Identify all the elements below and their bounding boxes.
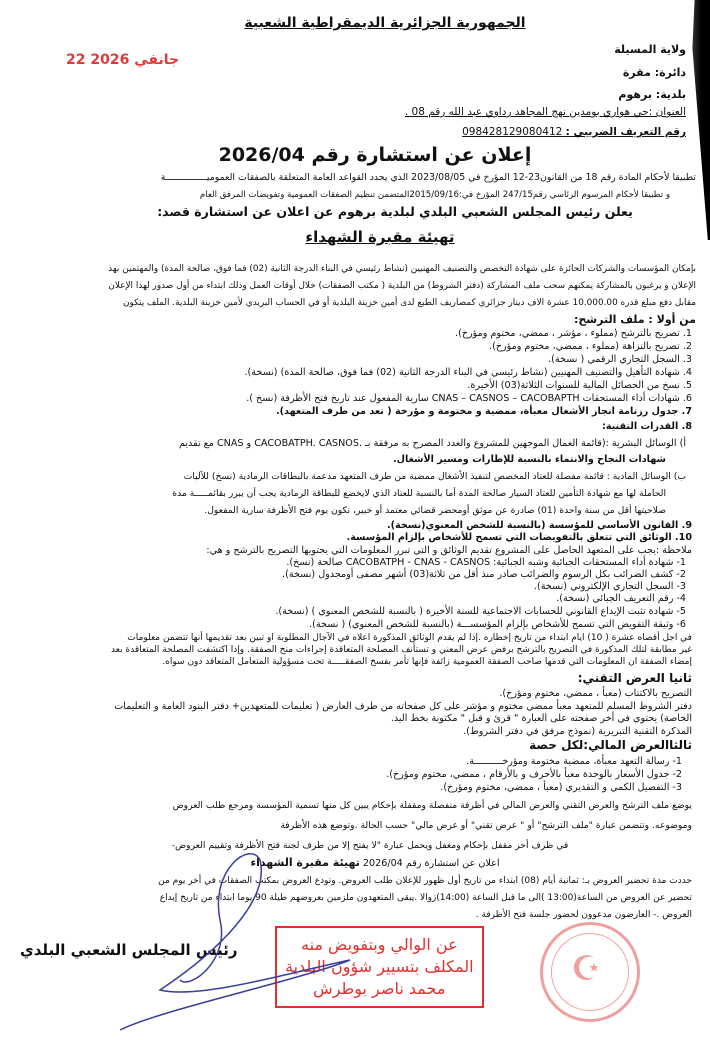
list-item: 10. الوثائق التي تتعلق بالتفويضات التي تسمح للأشخاص بإلزام المؤسسة. xyxy=(346,532,692,543)
stamp-line: المكلف بتسيير شؤون البلدية xyxy=(285,957,474,976)
financial-item: 2- جدول الأسعار بالوحدة معبأ بالأحرف و بالأرقام ، ممضي، مختوم ومؤرخ). xyxy=(386,769,682,780)
outer-label-prefix: اعلان عن استشارة رقم 2026/04 xyxy=(362,858,500,869)
preamble-line: و تطبيقا لأحكام المرسوم الرئاسي رقم247/15 المؤرخ في:2015/09/16المتضمن تنظيم الصفقات العمومية وتفويضات المرفق العام xyxy=(199,190,670,200)
signatory-title: رئيس المجلس الشعبي البلدي xyxy=(20,941,238,959)
list-item: 1. تصريح بالترشح (مملوء ، مؤشر ، ممضي، مختوم ومؤرخ). xyxy=(455,328,692,339)
human-resources-cont: شهادات النجاح والانتماء بالنسبة للإطارات ومسير الأشغال. xyxy=(393,454,666,465)
stamp-line: محمد ناصر بوطرش xyxy=(313,979,446,998)
deadline-line: تحضير عن العروض من الساعة(13:00 )الى ما قبل الساعة (14:00)زوالا .يبقى المتعهدون ملزمين بعروضهم طيلة 90 يوما ابتداء من تاريخ إيداع xyxy=(159,893,692,903)
outer-label-project: تهيئة مقبرة الشهداء xyxy=(250,856,360,869)
list-item: 9. القانون الأساسي للمؤسسة (بالنسبة للشخص المعنوي(نسخة). xyxy=(386,520,692,531)
note-item: 5- شهادة تثبت الإيداع القانوني للحسابات الاجتماعية للسنة الأخيرة ( بالنسبة للشخص المعنوي ) (نسخة). xyxy=(275,606,686,617)
list-item: 8. القدرات التقنية: xyxy=(601,421,692,432)
outer-label xyxy=(0,857,710,870)
date-stamp: 22 جانفي 2026 xyxy=(66,52,180,68)
crescent-star-icon: ☪ xyxy=(571,949,602,989)
intro-line: بإمكان المؤسسات والشركات الحائزة على شهادة التخصص والتصنيف المهنيين (نشاط رئيسي في البناء الدرجة الثانية (02) فما فوق، صالحة المدة) والمهتمين بهذ xyxy=(108,264,696,274)
section-2-title: ثانيا العرض التقني: xyxy=(577,671,692,685)
envelope-line: في ظرف أخر مقفل بإحكام ومغفل ويحمل عبارة "لا يفتح إلا من طرف لجنة فتح الأظرفة وتقييم العروض- xyxy=(171,840,569,851)
note-item: 2- كشف الضرائب بكل الرسوم والضرائب صادر منذ أقل من ثلاثة(03) أشهر مصفى أومجدول (نسخة). xyxy=(282,569,686,580)
announcement: يعلن رئيس المجلس الشعبي البلدي لبلدية برهوم عن اعلان عن استشارة قصد: xyxy=(157,204,633,219)
note-item: 4- رقم التعريف الجبائي (نسخة). xyxy=(556,593,686,604)
baladiya: بلدية: برهوم xyxy=(618,88,686,101)
tech-line: التصريح بالاكتتاب (معبأ ، ممضي، مختوم ومؤرخ). xyxy=(499,688,692,699)
stamp-line: عن الوالي وبتفويض منه xyxy=(300,935,458,954)
daira: دائرة: مقرة xyxy=(622,66,686,79)
tech-line: الخاصة) يحتوي في أخر صفحته على العبارة " قرئ و قبل " مكتوبة بخط اليد. xyxy=(390,713,692,724)
material-resources: ب) الوسائل المادية : قائمة مفصلة للعتاد المخصص لتنفيذ الأشغال ممضية من طرف المتعهد مدعمة بالبطاقات الرمادية (نسخ) للآليات xyxy=(183,471,686,482)
tech-line: المذكرة التقنية التبريرية (نموذج مرفق في دفتر الشروط). xyxy=(463,726,692,737)
tax-id-label: رقم التعريف الضريبي : xyxy=(565,126,686,138)
list-item: 5. نسخ من الحصائل المالية للسنوات الثلاثة(03) الأخيرة. xyxy=(467,380,692,391)
official-seal xyxy=(540,922,640,1022)
human-resources: أ) الوسائل البشرية :(قائمة العمال الموجهين للمشروع والعدد المصرح به مرفقة بـ .CACOBATPH. CASNOS و CNAS مع تقديم xyxy=(179,438,686,449)
list-item: 7. جدول رزنامة انجاز الأشغال معبأة، ممضية و مختومة و مؤرخة ( تعد من طرف المتعهد). xyxy=(276,406,692,417)
address: العنوان :حي هواري بومدين نهج المجاهد رداوي عبد الله رقم 08 . xyxy=(404,106,686,118)
material-resources-cont: الحاملة لها مع شهادة التأمين للعتاد السيار صالحة المدة أما بالنسبة للعتاد الذي لايخضع للبطاقة الرمادية يجب أن يبرر بقائمـــــة مدة xyxy=(172,488,666,499)
deadline-line: حددت مدة تحضير العروض بـ: ثمانية أيام (08) ابتداء من تاريخ أول ظهور للإعلان طلب العروض. وتودع العروض بمكتب الصفقات في أخر يوم من xyxy=(158,876,692,886)
list-item: 3. السجل التجاري الرقمي ( نسخة). xyxy=(548,354,692,365)
deadline-line: العروض .- العارضون مدعوون لحضور جلسة فتح الأظرفة . xyxy=(475,910,692,920)
note-item: 3- السجل التجاري الإلكتروني (نسخة). xyxy=(533,581,686,592)
page-title: إعلان عن استشارة رقم 2026/04 xyxy=(218,144,532,166)
list-item: 2. تصريح بالنزاهة (مملوء ، ممضي، مختوم ومؤرخ). xyxy=(489,341,692,352)
tax-id xyxy=(462,126,686,138)
section-3-title: ثالثاالعرض المالي:لكل حصة xyxy=(529,738,692,752)
note-intro: ملاحظة :يجب على المتعهد الحاصل على المشروع تقديم الوثائق و التي تبرر المعلومات التي يحتويها التصريح بالترشح و هي: xyxy=(206,545,692,556)
financial-item: 3- التفصيل الكمي و التقديري (معبأ ، ممضي، مختوم ومؤرخ). xyxy=(440,782,682,793)
intro-line: الإعلان و يرغبون بالمشاركة يمكنهم سحب ملف المشاركة (دفتر الشروط) من البلدية ( مكتب الصفقات) خلال أوقات العمل وذلك ابتداء من أول صدور لهذا الإعلان xyxy=(108,281,696,291)
note-item: 6- وثيقة التفويض التي تسمح للأشخاص بإلزام المؤسســـة (بالنسبة للشخص المعنوي) ( نسخة). xyxy=(309,619,686,630)
tech-line: دفتر الشروط المسلم للمتعهد معبأ ممضي مختوم و مؤشر على كل صفحاته من طرف العارض ( تعليمات للمتعهدين+ دفتر البنود العامة و التعليمات xyxy=(114,701,692,712)
section-1-title: من أولا : ملف الترشح: xyxy=(573,313,696,326)
preamble-line: تطبيقا لأحكام المادة رقم 18 من القانون23-12 المؤرخ في 2023/08/05 الذي يحدد القواعد العامة المتعلقة بالصفقات العموميـــــــــــــــة xyxy=(160,172,696,183)
intro-line: مقابل دفع مبلغ قدره 10.000.00 عشرة الاف دينار جزائري كمصاريف الطبع لدى أمين خزينة البلدية أو في الحساب البريدي لأمين خزينة البلدية. الملف يتكون xyxy=(123,298,696,308)
financial-item: 1- رسالة التعهد معبأة، ممضية مختومة ومؤرخــــــــــة. xyxy=(466,756,682,767)
official-stamp xyxy=(275,926,484,1008)
project-title: تهيئة مقبرة الشهداء xyxy=(305,228,455,246)
note-para: غير مطابقة لتلك المذكورة في التصريح بالترشح برفض عرض المعني و تستأنف المصلحة المتعاقدة إجراءات منح الصفقة. وإذا اكتشفت المصلحة المتعاقدة بعد xyxy=(110,645,692,655)
note-item: 1- شهادة أداء المستحقات الجبائية وشبه الجبائية: CACOBATPH - CNAS - CASNOS صالحة (نسخ). xyxy=(286,557,686,568)
list-item: 4. شهادة التأهيل والتصنيف المهنيين (نشاط رئيسي في البناء الدرجة الثانية (02) فما فوق، صالحة المدة) (نسخة). xyxy=(244,367,692,378)
note-para: في اجل أقصاه عشرة ( 10) ايام ابتداء من تاريخ إخطاره .إذا لم يقدم الوثائق المذكورة اعلاه في الآجال المطلوبة او تبين بعد تقديمها أنها تتضمن معلومات xyxy=(127,633,692,643)
wilaya: ولاية المسيلة xyxy=(614,43,686,56)
envelope-line: وموضوعه. وتتضمن عبارة "ملف الترشح" أو " عرض تقني" أو عرض مالي" حسب الحالة .وتوضع هذه الأظرفة xyxy=(280,820,692,831)
envelope-line: يوضع ملف الترشح والعرض التقني والعرض المالي في أظرفة منفصلة ومقفلة بإحكام يبين كل منها تسمية المؤسسة ومرجع طلب العروض xyxy=(172,800,692,811)
republic-heading: الجمهورية الجزائرية الديمقراطية الشعبية xyxy=(244,15,526,31)
material-resources-cont: صلاحيتها أقل من سنة واحدة (01) صادرة عن موثق أومحضر قضائي معتمد أو خبير، تكون يوم فتح الأظرفة سارية المفعول. xyxy=(204,505,666,516)
note-para: إمضاء الصفقة ان المعلومات التي قدمها صاحب الصفقة العمومية زائفة فإنها تأمر بفسخ الصفقـــــة تحت مسؤولية المتعامل المتعاقد دون سواه. xyxy=(162,657,692,667)
list-item: 6. شهادات أداء المستحقات CNAS – CASNOS – CACOBAPTH سارية المفعول عند تاريخ فتح الأظرفة (نسخ ). xyxy=(246,393,692,404)
tax-id-value: 098428129080412 xyxy=(462,126,563,138)
